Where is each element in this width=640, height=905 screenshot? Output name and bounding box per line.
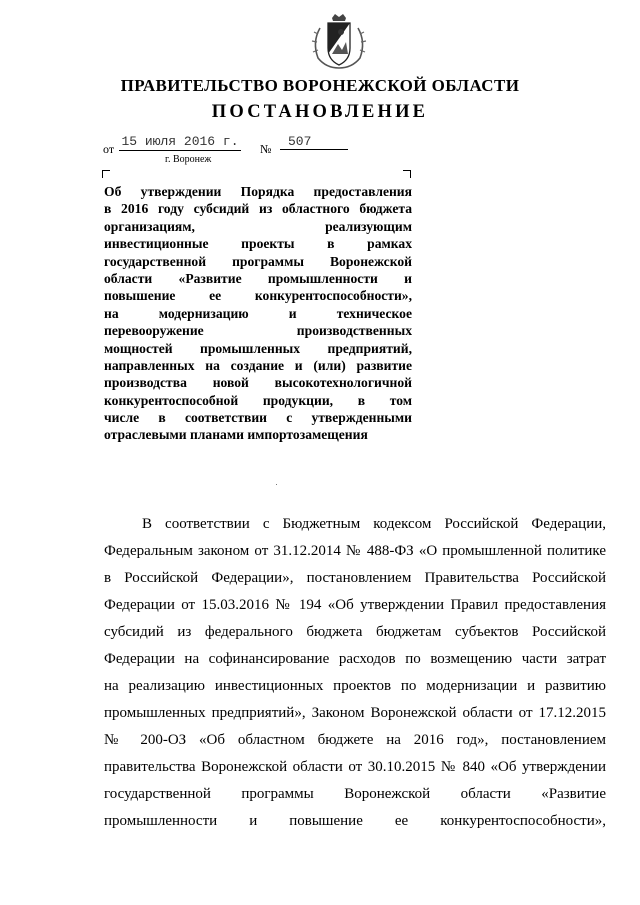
government-title: ПРАВИТЕЛЬСТВО ВОРОНЕЖСКОЙ ОБЛАСТИ xyxy=(120,76,520,95)
body-line: В соответствии с Бюджетным кодексом Российской Федерации, xyxy=(142,516,606,532)
body-line: государственной программы Воронежской области «Развитие xyxy=(104,786,606,802)
subject-line: на модернизацию и техническое xyxy=(104,305,412,321)
body-line: промышленных предприятий», Законом Воронежской области от 17.12.2015 xyxy=(104,705,606,721)
body-line: № 200-ОЗ «Об областном бюджете на 2016 год», постановлением xyxy=(104,732,606,748)
coat-of-arms-emblem xyxy=(308,14,370,70)
body-line: промышленности и повышение ее конкурентоспособности», xyxy=(104,813,606,829)
body-line: субсидий из федерального бюджета бюджетам субъектов Российской xyxy=(104,624,606,640)
body-line: Федеральным законом от 31.12.2014 № 488-ФЗ «О промышленной политике xyxy=(104,543,606,559)
subject-line: инвестиционные проекты в рамках xyxy=(104,236,412,252)
document-meta xyxy=(103,134,363,168)
body-line: Федерации от 15.03.2016 № 194 «Об утверждении Правил предоставления xyxy=(104,597,606,613)
subject-line: конкурентоспособной продукции, в том xyxy=(104,392,412,408)
city-label: г. Воронеж xyxy=(165,154,212,165)
number-label: № xyxy=(260,142,272,156)
subject-line: числе в соответствии с утвержденными xyxy=(104,410,412,426)
subject-line: в 2016 году субсидий из областного бюджета xyxy=(104,201,412,217)
document-number: 507 xyxy=(280,134,348,150)
subject-line: организациям, реализующим xyxy=(104,218,412,234)
body-line: в Российской Федерации», постановлением Правительства Российской xyxy=(104,570,606,586)
body-line: Федерации на софинансирование расходов по возмещению части затрат xyxy=(104,651,606,667)
subject-line: государственной программы Воронежской xyxy=(104,253,412,269)
body-line: на реализацию инвестиционных проектов по модернизации и развитию xyxy=(104,678,606,694)
subject-line: направленных на создание и (или) развитие xyxy=(104,357,412,373)
subject-line: отраслевыми планами импортозамещения xyxy=(104,427,368,443)
body-line: правительства Воронежской области от 30.10.2015 № 840 «Об утверждении xyxy=(104,759,606,775)
document-subject xyxy=(104,183,412,444)
subject-line: повышение ее конкурентоспособности», xyxy=(104,288,412,304)
scan-dot xyxy=(276,484,277,485)
subject-line: Об утверждении Порядка предоставления xyxy=(104,184,412,199)
bracket-right-mark xyxy=(403,170,411,178)
body-paragraph xyxy=(104,511,606,835)
subject-line: мощностей промышленных предприятий, xyxy=(104,340,412,356)
subject-line: перевооружение производственных xyxy=(104,323,412,339)
subject-line: области «Развитие промышленности и xyxy=(104,270,412,286)
document-date: 15 июля 2016 г. xyxy=(119,134,241,151)
date-prefix-label: от xyxy=(103,142,115,156)
subject-line: производства новой высокотехнологичной xyxy=(104,375,412,391)
document-type-title: ПОСТАНОВЛЕНИЕ xyxy=(211,102,429,122)
bracket-left-mark xyxy=(102,170,110,178)
